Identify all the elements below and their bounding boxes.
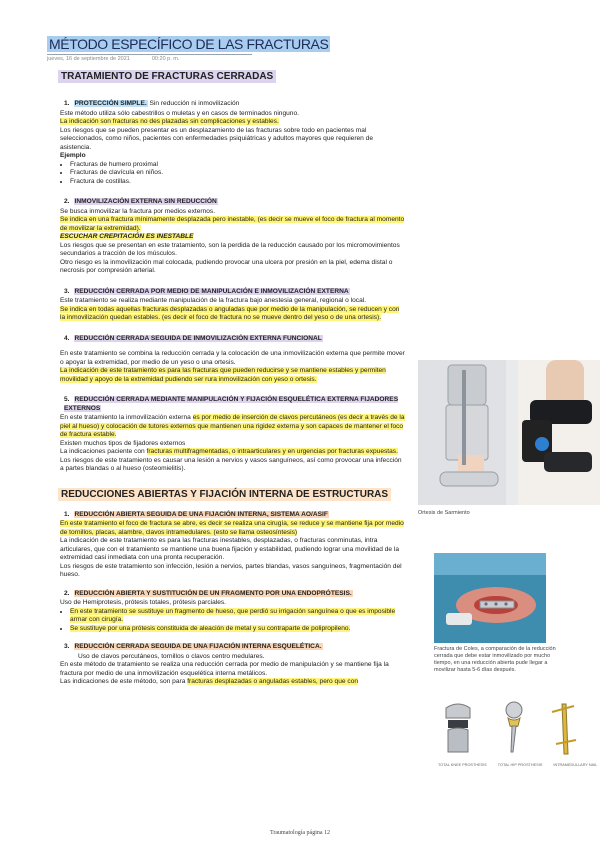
implant-label: TOTAL HIP PROSTHESIS: [497, 763, 543, 767]
paragraph-mixed: La indicaciones paciente con fracturas multifragmentadas, o intraarticulares y en urgencias por fracturas expuestas.: [60, 448, 398, 455]
list-item: • Fracturas de clavícula en niños.: [70, 169, 405, 178]
page-meta: [47, 56, 179, 62]
paragraph: La indicación de este tratamiento es para las fracturas inestables, desplazadas, o fracturas conminutas, intra articulares, que con el tratamiento se mantiene una buena fijación y estabilidad, pudiendo lograr una movilidad de la extremidad casi inmediata con una pronta recuperación.: [60, 537, 400, 561]
page-date: jueves, 16 de septiembre de 2021: [47, 56, 130, 62]
paragraph: Uso de Hemiprotesis, prótesis totales, prótesis parciales.: [60, 599, 227, 606]
page-title: MÉTODO ESPECÍFICO DE LAS FRACTURAS: [49, 36, 329, 52]
heading-closed-reduction-manipulation: 3. REDUCCIÓN CERRADA POR MEDIO DE MANIPULACIÓN E INMOVILIZACIÓN EXTERNA: [64, 287, 349, 295]
paragraph-mixed: Las indicaciones de este método, son para fracturas desplazadas o anguladas estables, pero que con: [60, 678, 359, 685]
paragraph-highlight: Se indica en todas aquellas fracturas desplazadas o anguladas que por medio de la manipulación, se reducen y con la inmovilización quedan estables. (es decir el foco de fractura no se mueve dentro del yeso o de una ortesis).: [60, 305, 400, 321]
paragraph: En este tratamiento se combina la reducción cerrada y la colocación de una inmovilización externa que permite mover o apoyar la extremidad, por medio de un yeso o una ortesis.: [60, 350, 405, 366]
section-title-open: REDUCCIONES ABIERTAS Y FIJACIÓN INTERNA DE ESTRUCTURAS: [58, 488, 391, 501]
paragraph: Se busca inmovilizar la fractura por medios externos.: [60, 207, 216, 215]
implant-label: INTRAMEDULLARY NAIL: [553, 763, 598, 767]
paragraph-highlight: La indicación de este tratamiento es para las fracturas que pueden reducirse y se mantiene estables y permiten movilidad y apoyo de la extremidad pudiendo ser rura inmovilización con yeso o ortesis.: [60, 367, 386, 383]
implant-labels: [438, 762, 597, 769]
paragraph-mixed: En este tratamiento la inmovilización externa es por medio de inserción de clavos percutáneos (es decir a través de la piel al hueso) y colocación de tutores externos que mantienen una rigidez externa y son capaces de mantener el foco de fractura estable.: [60, 414, 405, 438]
title-underline: [47, 54, 252, 55]
colles-surgery-photo: [434, 553, 546, 643]
page-time: 00:20 p. m.: [151, 56, 180, 62]
paragraph: Este método utiliza sólo cabestrillos o muletas y en casos de terminados ninguno.: [60, 109, 299, 117]
heading-external-immobilization: 2. INMOVILIZACIÓN EXTERNA SIN REDUCCIÓN: [64, 198, 217, 205]
paragraph-highlight: La indicación son fracturas no des plazadas sin complicaciones y estables.: [60, 118, 279, 125]
heading-closed-reduction-functional: 4. REDUCCIÓN CERRADA SEGUIDA DE INMOVILIZACIÓN EXTERNA FUNCIONAL: [64, 334, 322, 342]
list-item: • Fractura de costillas.: [70, 178, 405, 187]
orthosis-photo: [418, 360, 600, 505]
implants-illustration: [432, 698, 592, 760]
heading-simple-protection: 1. PROTECCIÓN SIMPLE. Sin reducción ni inmovilización: [64, 100, 240, 107]
implant-label: TOTAL KNEE PROSTHESIS: [438, 763, 487, 767]
paragraph: Los riesgos que se pueden presentar es un desplazamiento de las fracturas sobre todo en pacientes mal seleccionados, como niños, pacientes con enfermedades psiquiátricas y adultos mayores que requieren de asistencia.: [60, 126, 374, 151]
paragraph: Existen muchos tipos de fijadores externos: [60, 439, 186, 447]
paragraph-highlight: ESCUCHAR CREPITACIÓN ES INESTABLE: [60, 233, 194, 240]
paragraph: Los riesgos de este tratamiento es causar una lesión a nervios y vasos sanguíneos, así como provocar una infección a partes blandas o al hueso (osteomielitis).: [60, 456, 402, 472]
colles-caption: Fractura de Coles, a comparación de la reducción cerrada que debe estar inmovilizado por mucho tiempo, en una reducción abierta pude llegar a movilizar hasta 5-6 días después.: [434, 646, 556, 673]
paragraph: Los riesgos que se presentan en este tratamiento, son la perdida de la reducción causado por los micromovimientos secundarios a tracción de los músculos.: [60, 241, 400, 257]
heading-external-fixation: 5. REDUCCIÓN CERRADA MEDIANTE MANIPULACIÓN Y FIJACIÓN ESQUELÉTICA EXTERNA FIJADORES EXTERNOS: [64, 396, 399, 412]
heading-endoprosthesis: 2. REDUCCIÓN ABIERTA Y SUSTITUCIÓN DE UN FRAGMENTO POR UNA ENDOPRÓTESIS.: [64, 589, 352, 597]
example-label: Ejemplo: [60, 152, 86, 159]
page-footer: Traumatología página 12: [269, 830, 331, 836]
orthosis-caption: Ortesis de Sarmiento: [418, 510, 470, 516]
paragraph: Los riesgos de este tratamiento son infección, lesión a nervios, partes blandas, vasos sanguíneos, fragmentación del hueso.: [60, 562, 402, 578]
paragraph: Este tratamiento se realiza mediante manipulación de la fractura bajo anestesia general, regional o local.: [60, 297, 367, 304]
heading-internal-skeletal-fixation: 3. REDUCCIÓN CERRADA SEGUIDA DE UNA FIJACIÓN INTERNA ESQUELÉTICA.: [64, 643, 322, 650]
page-content: [60, 66, 405, 687]
paragraph-highlight: En este tratamiento el foco de fractura se abre, es decir se realiza una cirugía, se reduce y se mantiene fija por medio de tornillos, placas, alambre, clavos intramedulares. (esto se llama osteosíntesis): [60, 520, 404, 536]
section-title-closed: TRATAMIENTO DE FRACTURAS CERRADAS: [58, 70, 276, 83]
paragraph: Otro riesgo es la inmovilización mal colocada, pudiendo provocar una ulcera por presión en la piel, edema distal o necrosis por compresión arterial.: [60, 258, 393, 274]
paragraph: En este método de tratamiento se realiza una reducción cerrada por medio de manipulación y se mantiene fija la fractura por medio de una inmovilización esquelética interna metálicos.: [60, 661, 389, 677]
list-item: • Se sustituye por una prótesis constituida de aleación de metal y su contraparte de polipropileno.: [70, 625, 405, 634]
heading-open-reduction-ao: 1. REDUCCIÓN ABIERTA SEGUIDA DE UNA FIJACIÓN INTERNA, SISTEMA AO/ASIF: [64, 510, 328, 518]
endoprosthesis-list: [60, 608, 405, 634]
list-item: • Fracturas de humero proximal: [70, 161, 405, 170]
example-list: [60, 161, 405, 187]
list-item: • En este tratamiento se sustituye un fragmento de hueso, que perdió su irrigación sanguínea o que es imposible armar con cirugía.: [70, 608, 405, 625]
paragraph: Uso de clavos percutáneos, tornillos o clavos centro medulares.: [78, 652, 265, 660]
paragraph-highlight: Se indica en una fractura mínimamente desplazada pero inestable, (es decir se mueve el foco de fractura al momento de movilizar la extremidad).: [60, 216, 405, 232]
